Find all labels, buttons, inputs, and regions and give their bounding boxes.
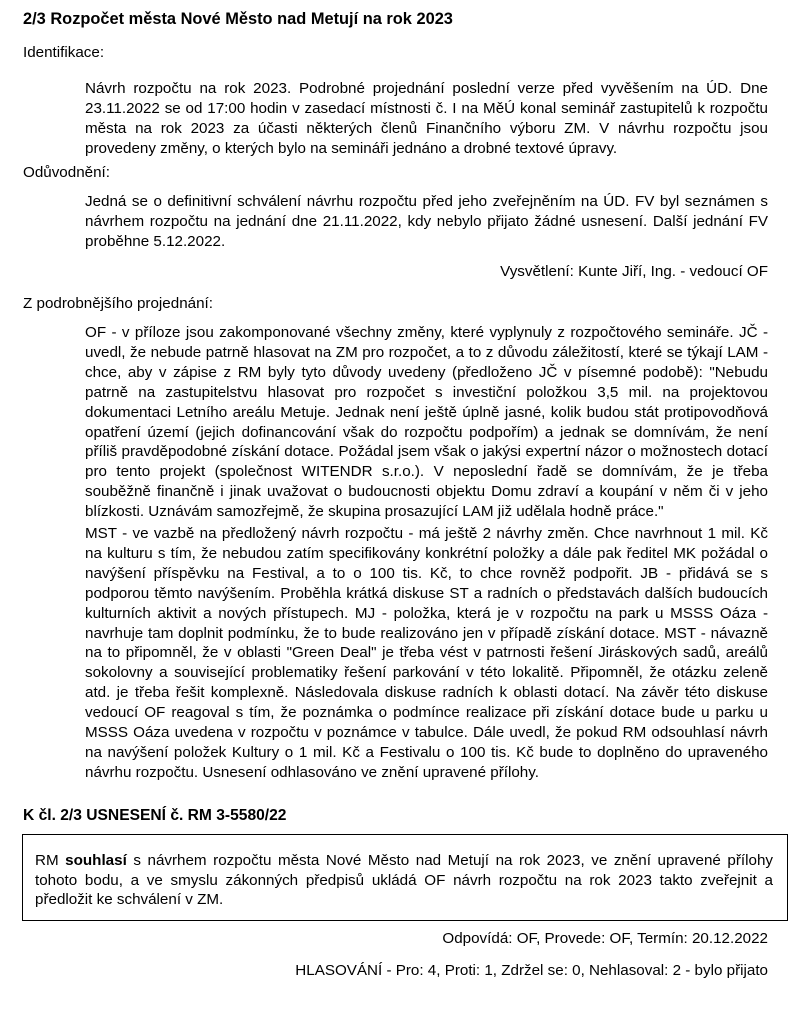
projednani-text: OF - v příloze jsou zakomponované všechny změny, které vyplynuly z rozpočtového semináře. JČ - uvedl, že nebude patrně hlasovat na ZM pro rozpočet, a to z důvodu záležitostí, které se týkají LAM - chce, aby v zápise z RM byly tyto důvody uvedeny (předloženo JČ v písemné podobě): "Nebudu patrně na zastupitelstvu hlasovat pro rozpočet s investiční položkou 3,5 mil. na projektovou dokumentaci Letního areálu Metuje. Jednak není ještě úplně jasné, kolik budou stát protipovodňová opatření území (jejich dofinancování však do rozpočtu podpořím) a jednak se domnívám, že není příliš pravděpodobné získání dotace. Požádal jsem však o jakýsi expertní názor o možnostech dotací pro tento projekt (společnost WITENDR s.r.o.). V neposlední řadě se domnívám, že je třeba souběžně finančně i jinak uvažovat o budoucnosti objektu Domu zdraví a koupání v něm či v jeho blízkosti. Uznávám samozřejmě, že skupina prosazující LAM již udělala hodně práce." [85, 324, 768, 521]
resolution-prefix: RM [35, 852, 66, 869]
resolution-verb: souhlasí [65, 852, 127, 869]
resolution-title: K čl. 2/3 USNESENÍ č. RM 3-5580/22 [23, 807, 287, 824]
projednani-label: Z podrobnějšího projednání: [23, 295, 213, 312]
responsibility-line: Odpovídá: OF, Provede: OF, Termín: 20.12.2022 [442, 930, 768, 947]
page-title: 2/3 Rozpočet města Nové Město nad Metují na rok 2023 [23, 10, 453, 28]
identifikace-label: Identifikace: [23, 44, 105, 61]
oduvodneni-label: Odůvodnění: [23, 164, 110, 181]
projednani-text-2: MST - ve vazbě na předložený návrh rozpočtu - má ještě 2 návrhy změn. Chce navrhnout 1 mil. Kč na kulturu s tím, že nebudou zatím specifikovány konkrétní položky a dále pak ředitel MK požádal o navýšení příspěvku na Festival, a to o 100 tis. Kč, to chce rovněž podpořit. JB - přidává se s podporou těmto navýšením. Proběhla krátká diskuse ST a radních o představách dalších budoucích kulturních aktivit a nových přístupech. MJ - položka, která je v rozpočtu na park u MSSS Oáza - navrhuje tam doplnit podmínku, že to bude realizováno jen v případě získání dotace. MST - návazně na to připomněl, že v oblasti "Green Deal" je třeba vést v patrnosti řešení Jiráskových sadů, areálů sokolovny a související problematiky řešení parkování v této lokalitě. Připomněl, že otázku zeleně atd. je třeba řešit komplexně. Následovala diskuse radních k oblasti dotací. Na závěr této diskuse vedoucí OF reagoval s tím, že poznámka o podmínce realizace při získání dotace bude u parku u MSSS Oáza uvedena v rozpočtu v poznámce v tabulce. Dále uvedl, že pokud RM odsouhlasí návrh na navýšení položek Kultury o 1 mil. Kč a Festivalu o 100 tis. Kč bude to doplněno do upraveného návrhu rozpočtu. Usnesení odhlasováno ve znění upravené přílohy. [85, 525, 768, 781]
voting-line: HLASOVÁNÍ - Pro: 4, Proti: 1, Zdržel se: 0, Nehlasoval: 2 - bylo přijato [295, 962, 768, 979]
vysvetleni-line: Vysvětlení: Kunte Jiří, Ing. - vedoucí OF [500, 263, 768, 280]
oduvodneni-text: Jedná se o definitivní schválení návrhu rozpočtu před jeho zveřejněním na ÚD. FV byl seznámen s návrhem rozpočtu na jednání dne 21.11.2022, kdy nebylo přijato žádné usnesení. Další jednání FV proběhne 5.12.2022. [85, 193, 768, 250]
identifikace-text: Návrh rozpočtu na rok 2023. Podrobné projednání poslední verze před vyvěšením na ÚD. Dne 23.11.2022 se od 17:00 hodin v zasedací místnosti č. I na MěÚ konal seminář zastupitelů k rozpočtu města na rok 2023 za účasti některých členů Finančního výboru ZM. V návrhu rozpočtu jsou provedeny změny, o kterých bylo na semináři jednáno a drobné textové úpravy. [85, 80, 768, 157]
resolution-box [22, 834, 788, 921]
resolution-text: s návrhem rozpočtu města Nové Město nad Metují na rok 2023, ve znění upravené přílohy tohoto bodu, a ve smyslu zákonných předpisů ukládá OF návrh rozpočtu na rok 2023 takto zveřejnit a předložit ke schválení v ZM. [35, 852, 773, 908]
